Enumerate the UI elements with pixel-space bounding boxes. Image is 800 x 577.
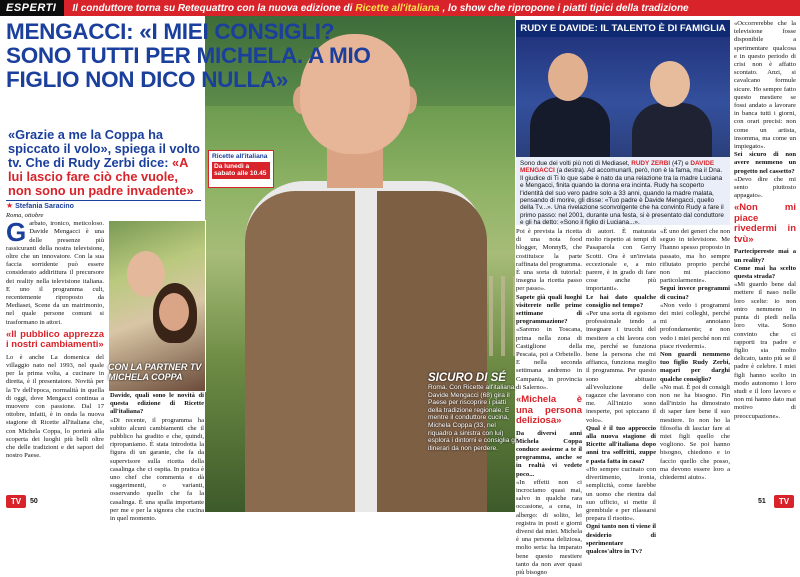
question-7: Sei sicuro di non avere nemmeno un progetto nel cassetto? <box>734 151 796 175</box>
paragraph-9: «Ho sempre cucinato con divertimento, ironia, semplicità, come farebbe un uomo che rientra dal suo ufficio, si mette il grembiule e per rilassarsi prepara il risotto». <box>586 465 656 523</box>
quote-heading-2: «Michela è una persona deliziosa» <box>516 394 582 427</box>
paragraph-12: «È uno dei generi che non seguo in televisione. Me l'hanno spesso proposto in passato, ma ho sempre rifiutato proprio perché non mi piacciono particolarmente». <box>660 228 730 285</box>
question-6: Ogni tanto non ti viene il desiderio di sperimentare qualcos'altro in Tv? <box>586 523 656 555</box>
subhead-part1: «Grazie a me la Coppa ha spiccato il volo», spiega il volto tv. Che di Rudy Zerbi dice: <box>8 127 201 170</box>
star-icon: ★ <box>6 201 14 210</box>
subhead-part2: «A lui lascio fare ciò che vuole, non sono un padre invadente» <box>8 155 194 198</box>
drop-cap: G <box>6 217 27 248</box>
question-8: Partecipereste mai a un reality? <box>734 248 796 264</box>
schedule-badge <box>208 150 274 188</box>
paragraph-10: «Occorrerebbe che la televisione fosse disponibile a sperimentare qualcosa e in questo periodo di crisi non è affatto scontato. Anzi, si cavalcano formule sicure. Ho sempre fatto questo mestiere se fossi andato a lavorare in banca tutti i giorni, con orari precisi: non come un artista, insomma, ma come un impiegato». <box>734 20 796 151</box>
subhead <box>8 128 200 198</box>
paragraph-6: «In effetti non ci incrociamo quasi mai, salvo in qualche rara occasione, a cena, in albergo: di solito, lei registra in posti e giorni diversi dai miei. Michela è una persona deliziosa, molto seria: ha imparato bene questo mestiere tanto da non aver quasi più bisogno <box>516 478 582 577</box>
headline: MENGACCI: «I MIEI CONSIGLI? SONO TUTTI PER MICHELA. A MIO FIGLIO NON DICO NULLA» <box>6 19 371 92</box>
article-column-1 <box>6 212 104 502</box>
paragraph-15: «Mi guardo bene dal mettere il naso nelle loro scelte: io non entro nemmeno in punta di piedi nella loro vita. Sono convinto che ci rapporti tra padre e figlio sia molto delicato, tanto più se il padre è celebre. I miei figli hanno scelto in modo autonomo i loro studi e il loro lavoro e non mi hanno dato mai motivo di preoccupazione». <box>734 281 796 420</box>
top-banner <box>0 0 800 16</box>
badge-schedule: Da lunedì a sabato alle 10.45 <box>212 162 270 179</box>
article-column-2 <box>110 392 204 523</box>
question-5: Qual è il tuo approccio alla nuova stagione di Ricette all'italiana dopo anni tra soffritti, zuppe e pasta fatta in casa? <box>586 424 656 465</box>
tv-logo-right: TV <box>774 495 794 508</box>
paragraph-13: «Non vedo i programmi dei miei colleghi, perché mi annoiano profondamente; e non vedo i miei perché non mi piace rivedermi». <box>660 301 730 350</box>
section-tag: ESPERTI <box>0 0 64 16</box>
banner-show-title: Ricette all'italiana <box>355 2 440 14</box>
author-name: Stefania Saracino <box>15 203 74 210</box>
question-2: Sapete già quali luoghi visiterete nelle prime settimane di programmazione? <box>516 293 582 326</box>
inset-caption: CON LA PARTNER TV MICHELA COPPA <box>108 362 202 382</box>
tv-logo-left: TV <box>6 495 26 508</box>
sidebar-photo <box>516 37 730 157</box>
question-4: Le hai dato qualche consiglio nel tempo? <box>586 293 656 309</box>
paragraph-2: Lo è anche La domenica del villaggio nato nel 1993, nel quale per la prima volta, a cucinare in diretta, è il presentatore. Novità per la Tv dell'epoca, normalità in quella di oggi, dove Mengacci continua a muovere con passione. Dal 17 ottobre, infatti, è in onda la nuova stagione di Ricette all'italiana che, con Michela Coppa, lo porterà alla scoperta dei luoghi più belli oltre che delle tradizioni e dei sapori del nostro Paese. <box>6 353 104 460</box>
article-column-4 <box>586 228 656 555</box>
article-column-6 <box>734 20 796 504</box>
badge-title: Ricette all'italiana <box>212 153 268 160</box>
paragraph-5: «Saremo in Toscana, prima nella zona di Castiglione della Pescaia, poi a Orbetello. E nella seconda settimana andremo in Campania, in provincia di Salerno». <box>516 326 582 391</box>
paragraph-7: di autori. È maturata molto rispetto ai tempi di Pasaparola con Gerry Scotti. Ora è un'inviata eccezionale e, a mio parere, è in grado di fare cose anche più importanti». <box>586 228 656 293</box>
question-1: Davide, quali sono le novità di questa edizione di Ricette all'italiana? <box>110 392 204 416</box>
sidebar-caption: Sono due dei volti più noti di Mediaset, RUDY ZERBI (47) e DAVIDE MENGACCI (a destra). Ad accomunarli, però, non è la fama, ma il Dna. Il giudice di Ti lo que sabe è nato da una relazione tra la madre Luciana e Mengacci, finita quando la donna era incinta. Rudy ha scoperto l'identità del suo vero padre solo a 33 anni, quando la madre malata, pensando di morire, gli disse: «Tuo padre è Davide Mengacci, quello della Tv...». Una rivelazione sconvolgente che ha convinto Rudy a fare il primo passo: nel 2001, durante una festa, si è presentato dal conduttore e gli ha detto: «Sono il figlio di Luciana...». <box>516 157 730 225</box>
paragraph-8: «Per una sorta di egoismo professionale tendo a insegnare i trucchi del mestiere a chi lavora con me, perché se funziona bene la persona che mi affianca, funziona meglio il programma. Per questo sono abituato all'evoluzione delle ragazze che lavorano con me. All'inizio sono inesperte, poi spiccano il volo». <box>586 310 656 424</box>
dateline: Roma, ottobre <box>6 212 44 219</box>
article-column-5 <box>660 228 730 504</box>
page-number-right: 51 <box>758 498 766 505</box>
photo-caption-text: Roma. Con Ricette all'italiana, Davide Mengacci (68) gira il Paese per riscoprire i piatti della tradizione regionale. E mentre il conduttore cucina, Michela Coppa (33, nel riquadro a sinistra con lui) esplora i dintorni e consiglia gli itinerari da non perdere. <box>428 384 518 452</box>
quote-heading-3: «Non mi piace rivedermi in tvù» <box>734 202 796 245</box>
article-column-3 <box>516 228 582 577</box>
paragraph-4: Poi è prevista la ricetta di una nota food blogger, MonnyB, che costituisce la parte raffinata del programma. È una sorta di tutorial: insegna la ricetta passo per passo». <box>516 228 582 293</box>
question-3: Da diversi anni Michela Coppa conduce assieme a te il programma, anche se in realtà vi vedete poco... <box>516 429 582 478</box>
banner-intro: Il conduttore torna su Retequattro con la nuova edizione di <box>72 2 353 14</box>
quote-heading-1: «Il pubblico apprezza i nostri cambiamenti» <box>6 328 104 351</box>
paragraph-14: «No mai. È poi di consigli non ne ha bisogno. Fin dall'inizio ha dimostrato di saper fare bene il suo mestiere. Io non ho la filosofia di lasciar fare ai miei figli quello che vogliono. Se poi hanno bisogno, chiedono e io faccio quello che posso, ma devono essere loro a chiedermi aiuto». <box>660 383 730 482</box>
paragraph-1: arbato, ironico, meticoloso. Davide Mengacci è una delle presenze più rassicuranti della nostra televisione, oltre che un innovatore. Con la sua faccia sorridente può essere considerato addirittura il precursore dei reality nella televisione italiana. E uno il programma cult, recentemente riproposto da Mediaset, Scene da un matrimonio, nel quale persone comuni si trasformano in attori. <box>6 220 104 326</box>
question-11: Come mai ha scelto questa strada? <box>734 264 796 281</box>
question-9: Segui invece programmi di cucina? <box>660 285 730 301</box>
photo-caption <box>428 372 518 452</box>
paragraph-11: «Devo dire che mi sento piuttosto appagato». <box>734 175 796 200</box>
banner-outro: , lo show che ripropone i piatti tipici della tradizione <box>442 2 689 14</box>
page-number-left: 50 <box>30 498 38 505</box>
paragraph-3: «Di recente, il programma ha subito alcuni cambiamenti che il pubblico ha gradito e che, quindi, ripropaniamo. È stata introdotta la figura di un garante, che fa da supervisore sulla ricetta della casalinga che ci ospita. In pratica è uno chef che commenta e dà suggerimenti, o varianti, osservando quello che fa la casalinga. È una spalla importante per me e per la signora che cucina in quel momento. <box>110 416 204 523</box>
photo-caption-title: SICURO DI SÉ <box>428 372 506 384</box>
sidebar-title: RUDY E DAVIDE: IL TALENTO È DI FAMIGLIA <box>516 20 730 37</box>
question-10: Non guardi nemmeno tuo figlio Rudy Zerbi, magari per darghi qualche consiglio? <box>660 351 730 383</box>
